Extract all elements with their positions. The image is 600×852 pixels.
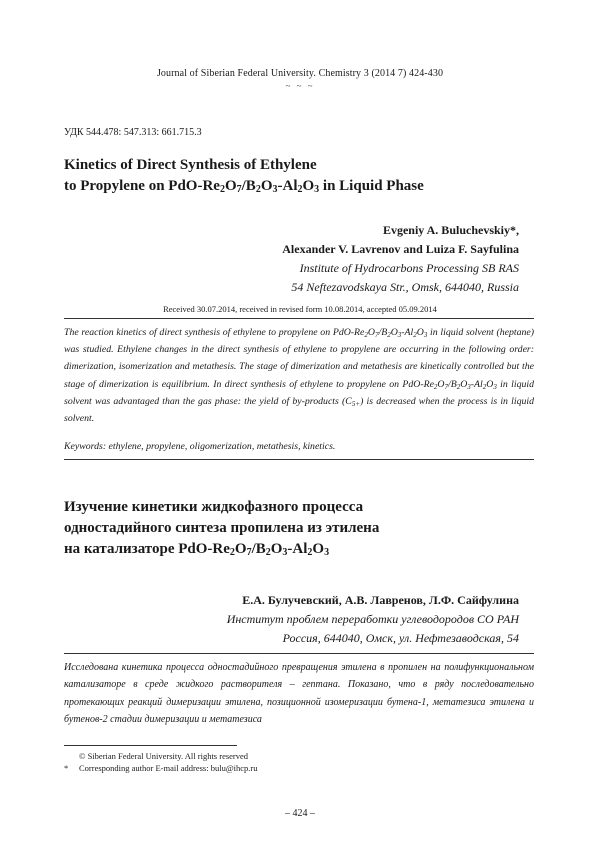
english-authors-block [49, 221, 519, 297]
keywords-bottom-rule [64, 459, 534, 460]
affiliation-line1: Institute of Hydrocarbons Processing SB RAS [299, 261, 519, 275]
received-dates: Received 30.07.2014, received in revised form 10.08.2014, accepted 05.09.2014 [163, 304, 437, 314]
footnote-rule [64, 745, 237, 746]
english-title [64, 155, 544, 197]
abstract-top-rule [64, 318, 534, 319]
russian-abstract: Исследована кинетика процесса одностадийного превращения этилена в пропилен на полифункциональном катализаторе в среде жидкого растворителя – гептана. Показано, что в ряду последовательно протекающих реакций димеризации этилена, позиционной изомеризации бутена-1, метатезиса этилена и бутенов-2 стадии димеризации и метатезиса [64, 662, 534, 726]
keywords: Keywords: ethylene, propylene, oligomerization, metathesis, kinetics. [64, 441, 336, 452]
corresponding-author-footnote: * Corresponding author E-mail address: bulu@ihcp.ru [64, 763, 258, 773]
page-number: – 424 – [285, 808, 315, 819]
russian-title-line1: Изучение кинетики жидкофазного процесса [64, 499, 364, 515]
english-abstract: The reaction kinetics of direct synthesis of ethylene to propylene on PdO-$Re_2O_7/B_2O_3-Al_2O_3$ in liquid solvent (heptane) was studied. Ethylene changes in the direct synthesis of ethylene to propylene are occurring in the following order: dimerization, isomerization and metathesis. The stage of dimerization and metathesis are kinetically controlled but the stage of dimerization is equilibrium. In direct synthesis of ethylene to propylene on PdO-$Re_2O_7/B_2O_3-Al_2O_3$ in liquid solvent was advantaged than the gas phase: the yield of by-products $(C_{5+})$ is decreased when the process is in liquid solvent. [64, 327, 534, 425]
english-title-line2: to Propylene on PdO-$Re_2O_7/B_2O_3-Al_2O_3$ in Liquid Phase [64, 178, 424, 195]
author-names-line1: Evgeniy A. Buluchevskiy*, [382, 223, 519, 237]
russian-abstract-top-rule [64, 653, 534, 654]
author-names-line2: Alexander V. Lavrenov and Luiza F. Sayfulina [282, 242, 519, 256]
header-separator: ~ ~ ~ [285, 81, 315, 91]
russian-authors-block [49, 591, 519, 648]
russian-author-names: Е.А. Булучевский, А.В. Лавренов, Л.Ф. Сайфулина [242, 593, 519, 607]
russian-affiliation-line2: Россия, 644040, Омск, ул. Нефтезаводская, 54 [282, 631, 519, 645]
affiliation-line2: 54 Neftezavodskaya Str., Omsk, 644040, Russia [291, 280, 519, 294]
russian-title-line2: одностадийного синтеза пропилена из этилена [64, 520, 380, 536]
udk-code: УДК 544.478: 547.313: 661.715.3 [64, 127, 202, 138]
russian-title [64, 497, 544, 560]
footnotes [64, 750, 258, 774]
copyright-footnote: © Siberian Federal University. All rights reserved [79, 751, 249, 761]
russian-affiliation-line1: Институт проблем переработки углеводородов СО РАН [226, 612, 519, 626]
english-title-line1: Kinetics of Direct Synthesis of Ethylene [64, 157, 317, 173]
russian-title-line3: на катализаторе PdO-$Re_2O_7/B_2O_3-Al_2O_3$ [64, 541, 330, 558]
journal-header: Journal of Siberian Federal University. Chemistry 3 (2014 7) 424-430 [156, 68, 444, 79]
